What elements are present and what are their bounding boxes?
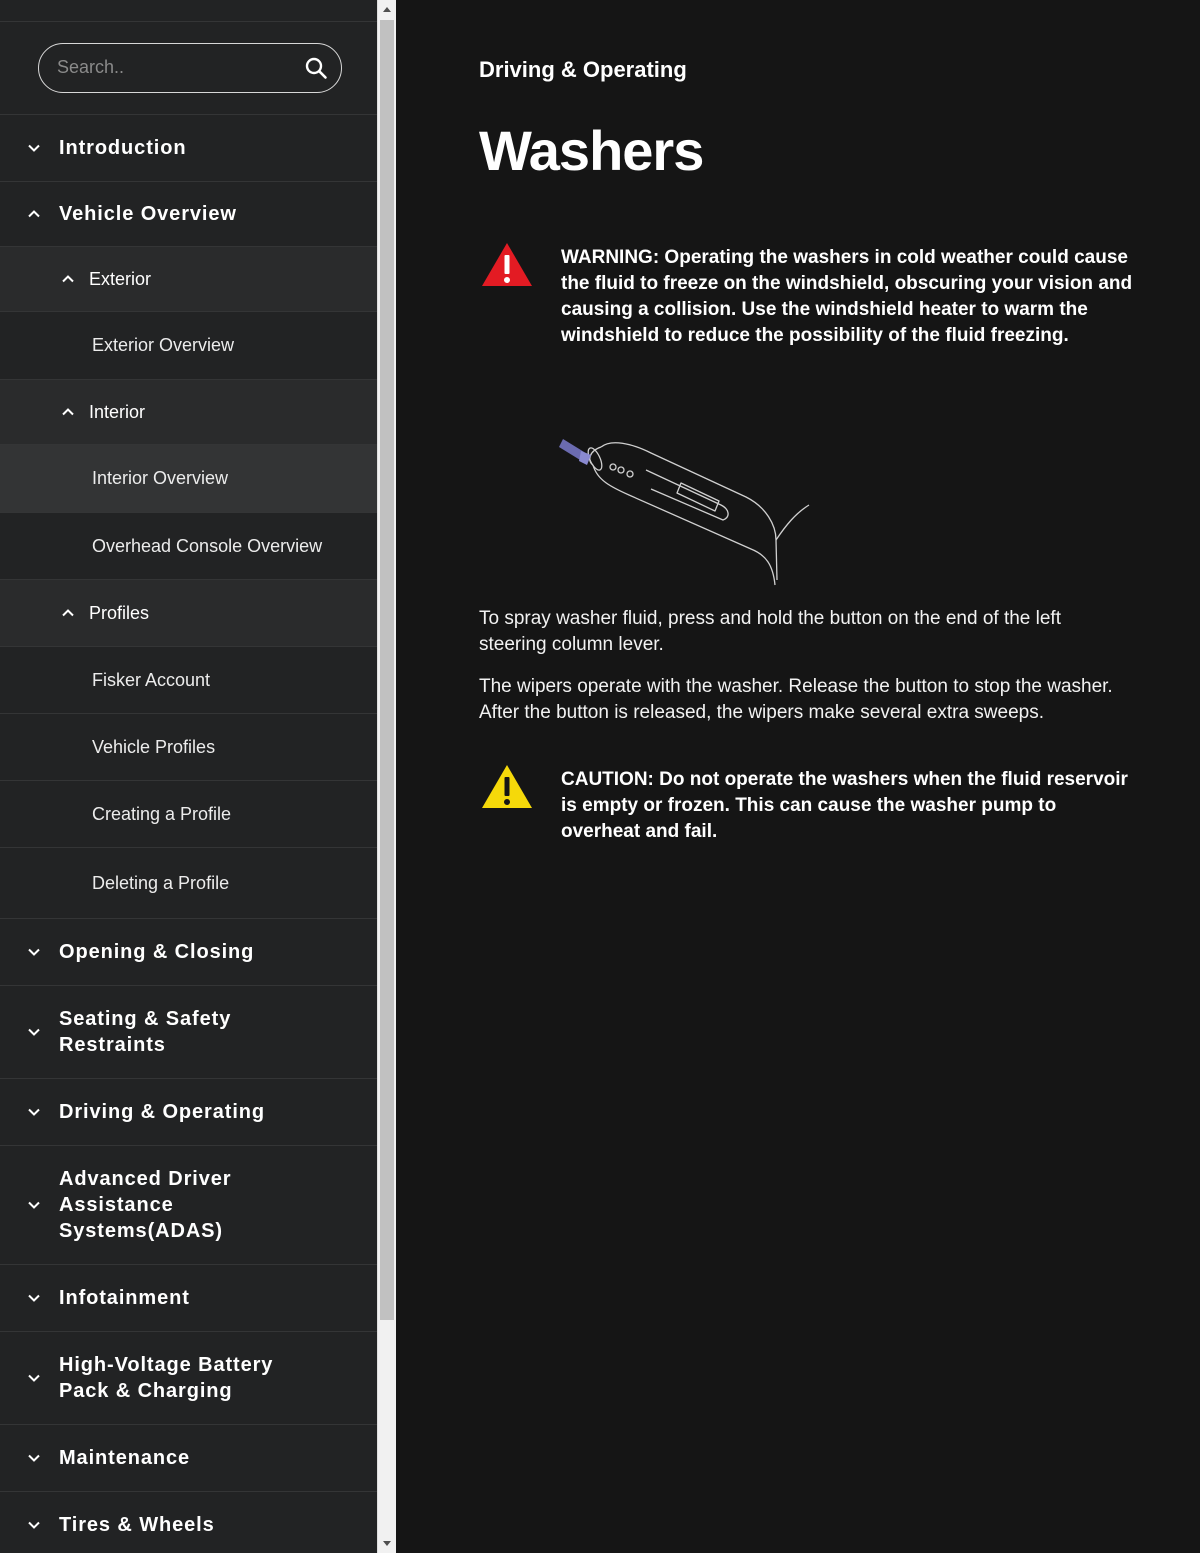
- chevron-down-icon: [27, 945, 41, 959]
- sidebar-item-profiles[interactable]: [0, 580, 377, 647]
- sidebar-top-divider: [0, 0, 377, 22]
- scroll-up-arrow-icon[interactable]: [383, 7, 391, 12]
- scrollbar-thumb[interactable]: [380, 20, 394, 1320]
- chevron-down-icon: [27, 1451, 41, 1465]
- chevron-down-icon: [27, 1025, 41, 1039]
- sidebar-item-label: Tires & Wheels: [59, 1514, 215, 1536]
- sidebar-item-label: Fisker Account: [92, 669, 211, 690]
- sidebar-item-vehicle-overview[interactable]: [0, 182, 377, 247]
- sidebar-item-label: Vehicle Overview: [59, 203, 237, 225]
- scroll-down-arrow-icon[interactable]: [383, 1541, 391, 1546]
- search-icon[interactable]: [304, 56, 328, 80]
- paragraph-spray-instructions: To spray washer fluid, press and hold the button on the end of the left steering column lever.: [479, 608, 1061, 655]
- sidebar-item-label: Advanced Driver Assistance Systems(ADAS): [59, 1168, 232, 1242]
- sidebar-item-label: Exterior Overview: [92, 335, 235, 355]
- sidebar-item-label: Exterior: [89, 268, 152, 289]
- sidebar-item-introduction[interactable]: [0, 115, 377, 182]
- washer-lever-illustration: [551, 425, 821, 595]
- warning-triangle-icon: [479, 239, 535, 291]
- sidebar-item-exterior[interactable]: [0, 247, 377, 312]
- main-content: [396, 0, 1200, 1553]
- sidebar-item-vehicle-profiles[interactable]: [0, 714, 377, 781]
- chevron-down-icon: [27, 1371, 41, 1385]
- sidebar-item-interior-overview[interactable]: [0, 445, 377, 513]
- sidebar-item-label: Vehicle Profiles: [92, 736, 216, 757]
- sidebar-item-label: Creating a Profile: [92, 803, 232, 824]
- sidebar-item-label: Introduction: [59, 137, 187, 159]
- chevron-down-icon: [27, 1291, 41, 1305]
- chevron-down-icon: [27, 1518, 41, 1532]
- sidebar-scrollbar[interactable]: [377, 0, 396, 1553]
- sidebar-item-deleting-a-profile[interactable]: [0, 848, 377, 919]
- chevron-down-icon: [27, 1105, 41, 1119]
- chevron-down-icon: [27, 1198, 41, 1212]
- sidebar-item-exterior-overview[interactable]: [0, 312, 377, 380]
- sidebar-item-opening-closing[interactable]: [0, 919, 377, 986]
- sidebar-item-interior[interactable]: [0, 380, 377, 445]
- caution-triangle-icon: [479, 761, 535, 813]
- breadcrumb[interactable]: Driving & Operating: [479, 57, 687, 82]
- sidebar-item-label: Maintenance: [59, 1447, 191, 1469]
- search-input[interactable]: [57, 44, 297, 91]
- sidebar-item-label: Interior: [89, 401, 146, 422]
- sidebar-item-adas[interactable]: [0, 1146, 377, 1265]
- sidebar-item-overhead-console-overview[interactable]: [0, 513, 377, 580]
- chevron-up-icon: [61, 272, 75, 286]
- sidebar-item-high-voltage-battery[interactable]: [0, 1332, 377, 1425]
- sidebar-item-label: Seating & Safety Restraints: [59, 1008, 232, 1056]
- chevron-up-icon: [61, 606, 75, 620]
- sidebar-item-label: High-Voltage Battery Pack & Charging: [59, 1354, 274, 1402]
- sidebar-item-label: Driving & Operating: [59, 1101, 266, 1123]
- chevron-down-icon: [27, 141, 41, 155]
- sidebar-item-driving-operating[interactable]: [0, 1079, 377, 1146]
- sidebar-item-label: Overhead Console Overview: [92, 535, 323, 556]
- sidebar-item-creating-a-profile[interactable]: [0, 781, 377, 848]
- sidebar: [0, 0, 377, 1553]
- warning-notice: [479, 245, 1139, 349]
- sidebar-item-label: Profiles: [89, 602, 150, 623]
- warning-text: WARNING: Operating the washers in cold weather could cause the fluid to freeze on the windshield, obscuring your vision and causing a collision. Use the windshield heater to warm the windshield to reduce the possibility of the fluid freezing.: [561, 247, 1133, 346]
- search-box: [38, 43, 342, 93]
- page-title: Washers: [479, 119, 704, 182]
- sidebar-item-label: Infotainment: [59, 1287, 190, 1309]
- chevron-up-icon: [61, 405, 75, 419]
- search-area: [0, 22, 377, 115]
- paragraph-wiper-operation: The wipers operate with the washer. Release the button to stop the washer. After the button is released, the wipers make several extra sweeps.: [479, 676, 1113, 723]
- sidebar-item-infotainment[interactable]: [0, 1265, 377, 1332]
- caution-notice: [479, 767, 1139, 845]
- sidebar-item-label: Interior Overview: [92, 468, 229, 488]
- sidebar-item-label: Deleting a Profile: [92, 872, 230, 893]
- sidebar-item-maintenance[interactable]: [0, 1425, 377, 1492]
- caution-text: CAUTION: Do not operate the washers when the fluid reservoir is empty or frozen. This can cause the washer pump to overheat and fail.: [561, 769, 1128, 842]
- sidebar-item-fisker-account[interactable]: [0, 647, 377, 714]
- chevron-up-icon: [27, 207, 41, 221]
- sidebar-item-tires-wheels[interactable]: [0, 1492, 377, 1553]
- sidebar-item-seating-safety-restraints[interactable]: [0, 986, 377, 1079]
- sidebar-item-label: Opening & Closing: [59, 941, 255, 963]
